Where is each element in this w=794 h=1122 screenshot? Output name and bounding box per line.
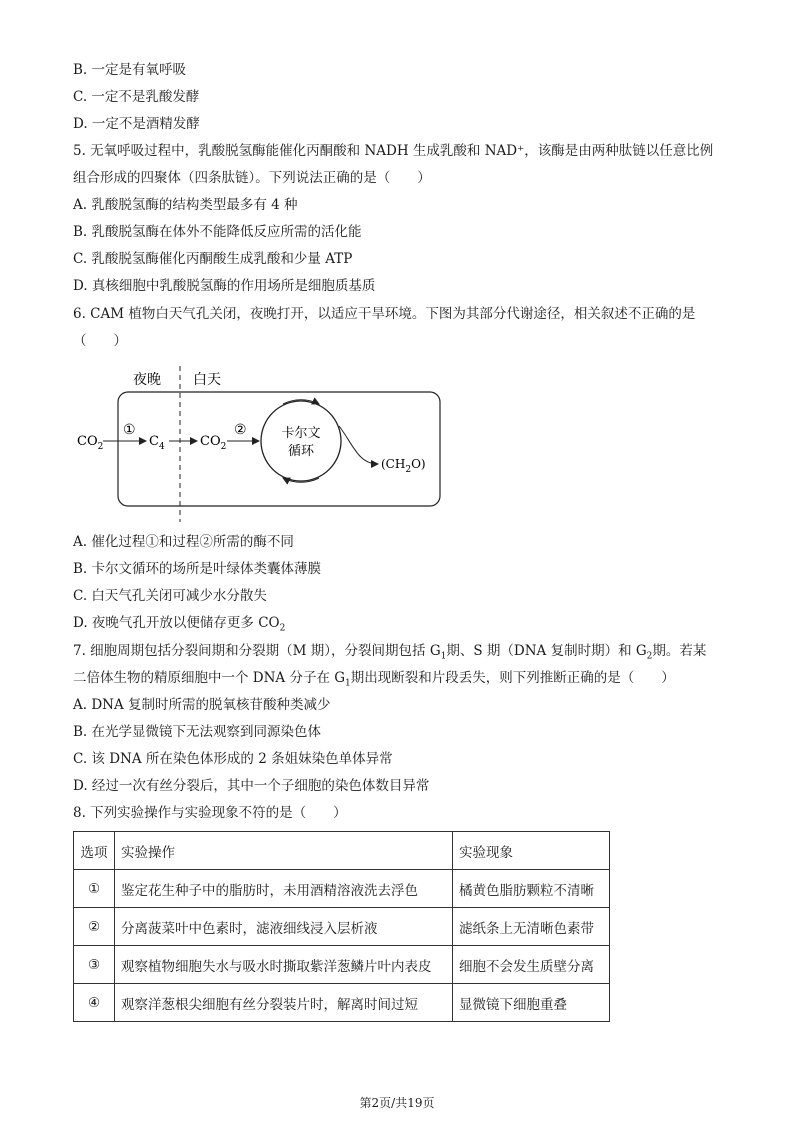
step2-label: ②: [234, 422, 247, 438]
q7-stem-line1: 7. 细胞周期包括分裂间期和分裂期（M 期），分裂间期包括 $G_1$期、S 期（DNA 复制时期）和 $G_2$期。若某: [73, 643, 707, 662]
table-row: [74, 946, 610, 984]
q5-option-a: A. 乳酸脱氢酶的结构类型最多有 4 种: [73, 197, 298, 213]
night-label: 夜晚: [133, 372, 161, 388]
q6-stem-line2: （ ）: [73, 333, 127, 349]
c4-label: $C_4$: [149, 434, 165, 452]
table-row: [74, 908, 610, 946]
row-phenomenon: 滤纸条上无清晰色素带: [453, 908, 610, 946]
table-header-row: [74, 832, 610, 870]
q4-option-b: B. 一定是有氧呼吸: [73, 62, 187, 78]
q4-option-c: C. 一定不是乳酸发酵: [73, 89, 200, 105]
arrow-product: [339, 426, 378, 464]
q7-option-b: B. 在光学显微镜下无法观察到同源染色体: [73, 724, 322, 740]
day-label: 白天: [193, 372, 221, 388]
q6-option-d: D. 夜晚气孔开放以便储存更多 $CO_2$: [73, 615, 286, 634]
q4-option-d: D. 一定不是酒精发酵: [73, 116, 200, 132]
row-option: ③: [74, 946, 115, 984]
q5-option-d: D. 真核细胞中乳酸脱氢酶的作用场所是细胞质基质: [73, 278, 376, 294]
row-option: ①: [74, 870, 115, 908]
row-operation: 分离菠菜叶中色素时，滤液细线浸入层析液: [115, 908, 453, 946]
calvin-label-line2: 循环: [287, 444, 315, 459]
page-footer: 第2页/共19页: [359, 1096, 435, 1110]
q6-option-c: C. 白天气孔关闭可减少水分散失: [73, 588, 267, 604]
calvin-cycle-circle: [261, 401, 341, 481]
q6-stem-line1: 6. CAM 植物白天气孔关闭，夜晚打开，以适应干旱环境。下图为其部分代谢途径，相关叙述不正确的是: [73, 306, 696, 322]
q5-option-b: B. 乳酸脱氢酶在体外不能降低反应所需的活化能: [73, 224, 362, 240]
row-option: ④: [74, 984, 115, 1022]
row-operation: 鉴定花生种子中的脂肪时，未用酒精溶液洗去浮色: [115, 870, 453, 908]
row-operation: 观察洋葱根尖细胞有丝分裂装片时，解离时间过短: [115, 984, 453, 1022]
cam-pathway-svg: [73, 364, 443, 524]
q7-option-a: A. DNA 复制时所需的脱氧核苷酸种类减少: [73, 697, 331, 713]
q7-option-c: C. 该 DNA 所在染色体形成的 2 条姐妹染色单体异常: [73, 751, 393, 767]
row-phenomenon: 橘黄色脂肪颗粒不清晰: [453, 870, 610, 908]
cell-outline: [118, 392, 440, 506]
product-label: $(CH_2O)$: [381, 457, 426, 475]
header-option: 选项: [74, 832, 115, 870]
header-phenomenon: 实验现象: [453, 832, 610, 870]
row-phenomenon: 显微镜下细胞重叠: [453, 984, 610, 1022]
calvin-label-line1: 卡尔文: [281, 426, 321, 441]
q8-stem: 8. 下列实验操作与实验现象不符的是（ ）: [73, 805, 347, 821]
row-operation: 观察植物细胞失水与吸水时撕取紫洋葱鳞片叶内表皮: [115, 946, 453, 984]
q5-stem-line1: 5. 无氧呼吸过程中，乳酸脱氢酶能催化丙酮酸和 NADH 生成乳酸和 NAD⁺，该酶是由两种肽链以任意比例: [73, 143, 714, 159]
row-phenomenon: 细胞不会发生质壁分离: [453, 946, 610, 984]
q8-table: [73, 831, 610, 1022]
co2-outside-label: $CO_2$: [77, 434, 104, 452]
q5-option-c: C. 乳酸脱氢酶催化丙酮酸生成乳酸和少量 ATP: [73, 251, 353, 267]
q5-stem-line2: 组合形成的四聚体（四条肽链）。下列说法正确的是（ ）: [73, 170, 431, 186]
table-row: [74, 870, 610, 908]
q6-option-a: A. 催化过程①和过程②所需的酶不同: [73, 534, 294, 550]
q7-stem-line2: 二倍体生物的精原细胞中一个 DNA 分子在 $G_1$期出现断裂和片段丢失，则下列推断正确的是（ ）: [73, 670, 675, 689]
header-operation: 实验操作: [115, 832, 453, 870]
q6-option-b: B. 卡尔文循环的场所是叶绿体类囊体薄膜: [73, 561, 322, 577]
q7-option-d: D. 经过一次有丝分裂后，其中一个子细胞的染色体数目异常: [73, 778, 430, 794]
cam-pathway-diagram: [73, 364, 443, 524]
row-option: ②: [74, 908, 115, 946]
step1-label: ①: [123, 422, 136, 438]
co2-inside-label: $CO_2$: [200, 434, 227, 452]
table-row: [74, 984, 610, 1022]
